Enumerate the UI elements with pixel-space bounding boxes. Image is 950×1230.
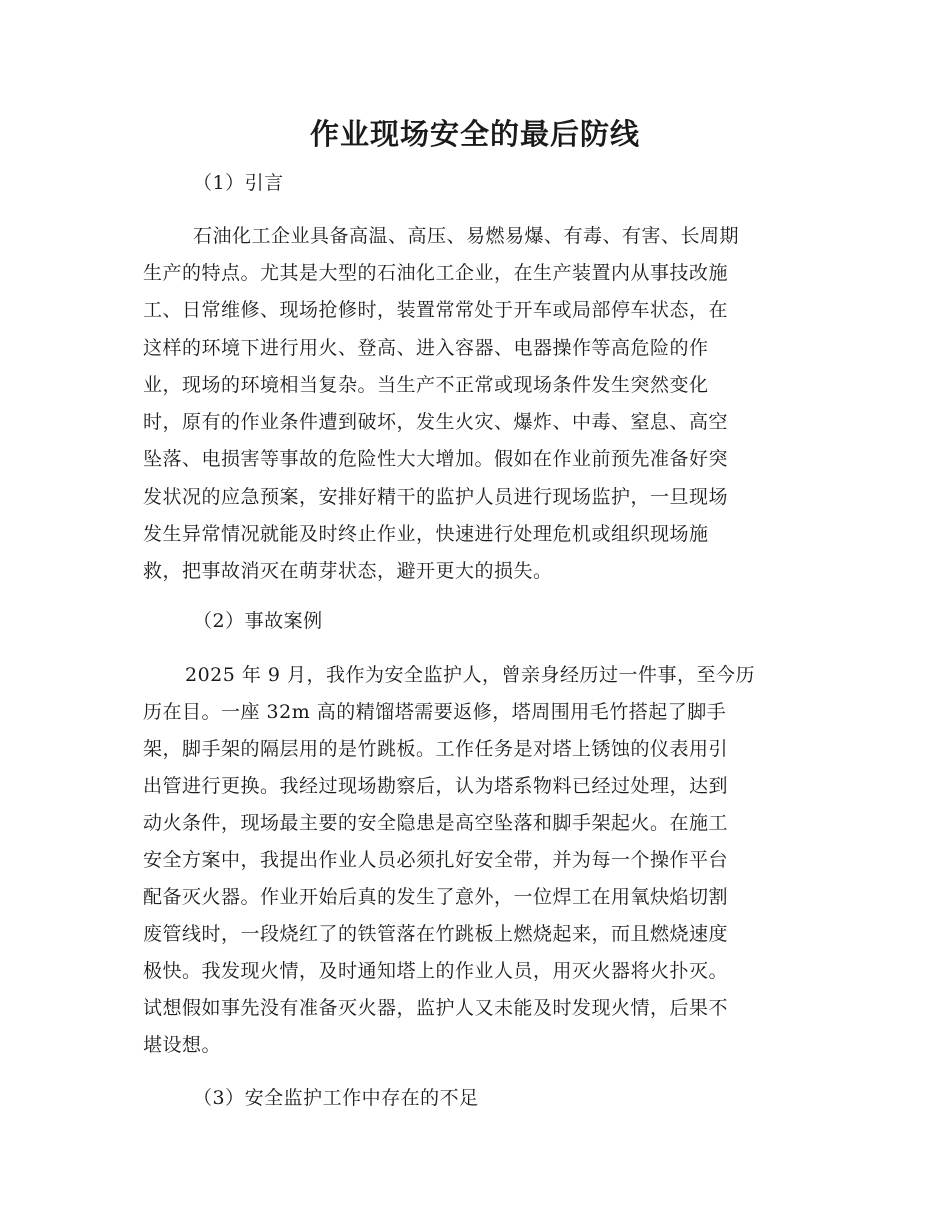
paragraph-line: 救，把事故消灭在萌芽状态，避开更大的损失。 — [143, 560, 553, 582]
paragraph-line: 堪设想。 — [143, 1034, 222, 1056]
paragraph-line: 废管线时，一段烧红了的铁管落在竹跳板上燃烧起来，而且燃烧速度 — [143, 923, 729, 945]
paragraph-line: 坠落、电损害等事故的危险性大大增加。假如在作业前预先准备好突 — [143, 448, 729, 470]
paragraph-line: 生产的特点。尤其是大型的石油化工企业，在生产装置内从事技改施 — [143, 262, 729, 284]
document-title: 作业现场安全的最后防线 — [309, 117, 640, 151]
paragraph-line: 配备灭火器。作业开始后真的发生了意外，一位焊工在用氧炔焰切割 — [143, 886, 729, 908]
section-heading-accident-case: （2）事故案例 — [193, 610, 323, 632]
paragraph-line: 出管进行更换。我经过现场勘察后，认为塔系物料已经过处理，达到 — [143, 775, 729, 797]
paragraph-line: 2025 年 9 月，我作为安全监护人，曾亲身经历过一件事，至今历 — [185, 664, 756, 686]
paragraph-line: 试想假如事先没有准备灭火器，监护人又未能及时发现火情，后果不 — [143, 997, 729, 1019]
paragraph-line: 安全方案中，我提出作业人员必须扎好安全带，并为每一个操作平台 — [143, 849, 729, 871]
paragraph-line: 动火条件，现场最主要的安全隐患是高空坠落和脚手架起火。在施工 — [143, 812, 729, 834]
paragraph-line: 这样的环境下进行用火、登高、进入容器、电器操作等高危险的作 — [143, 337, 709, 359]
paragraph-line: 发状况的应急预案，安排好精干的监护人员进行现场监护，一旦现场 — [143, 486, 729, 508]
paragraph-line: 业，现场的环境相当复杂。当生产不正常或现场条件发生突然变化 — [143, 374, 709, 396]
section-heading-intro: （1）引言 — [193, 172, 284, 194]
paragraph-line: 工、日常维修、现场抢修时，装置常常处于开车或局部停车状态，在 — [143, 299, 729, 321]
section-heading-shortcomings: （3）安全监护工作中存在的不足 — [193, 1087, 479, 1109]
paragraph-line: 极快。我发现火情，及时通知塔上的作业人员，用灭火器将火扑灭。 — [143, 960, 729, 982]
paragraph-line: 时，原有的作业条件遭到破坏，发生火灾、爆炸、中毒、窒息、高空 — [143, 411, 729, 433]
paragraph-line: 发生异常情况就能及时终止作业，快速进行处理危机或组织现场施 — [143, 523, 709, 545]
paragraph-line: 石油化工企业具备高温、高压、易燃易爆、有毒、有害、长周期 — [193, 225, 740, 247]
paragraph-line: 历在目。一座 32m 高的精馏塔需要返修，塔周围用毛竹搭起了脚手 — [143, 701, 727, 723]
paragraph-line: 架，脚手架的隔层用的是竹跳板。工作任务是对塔上锈蚀的仪表用引 — [143, 738, 729, 760]
